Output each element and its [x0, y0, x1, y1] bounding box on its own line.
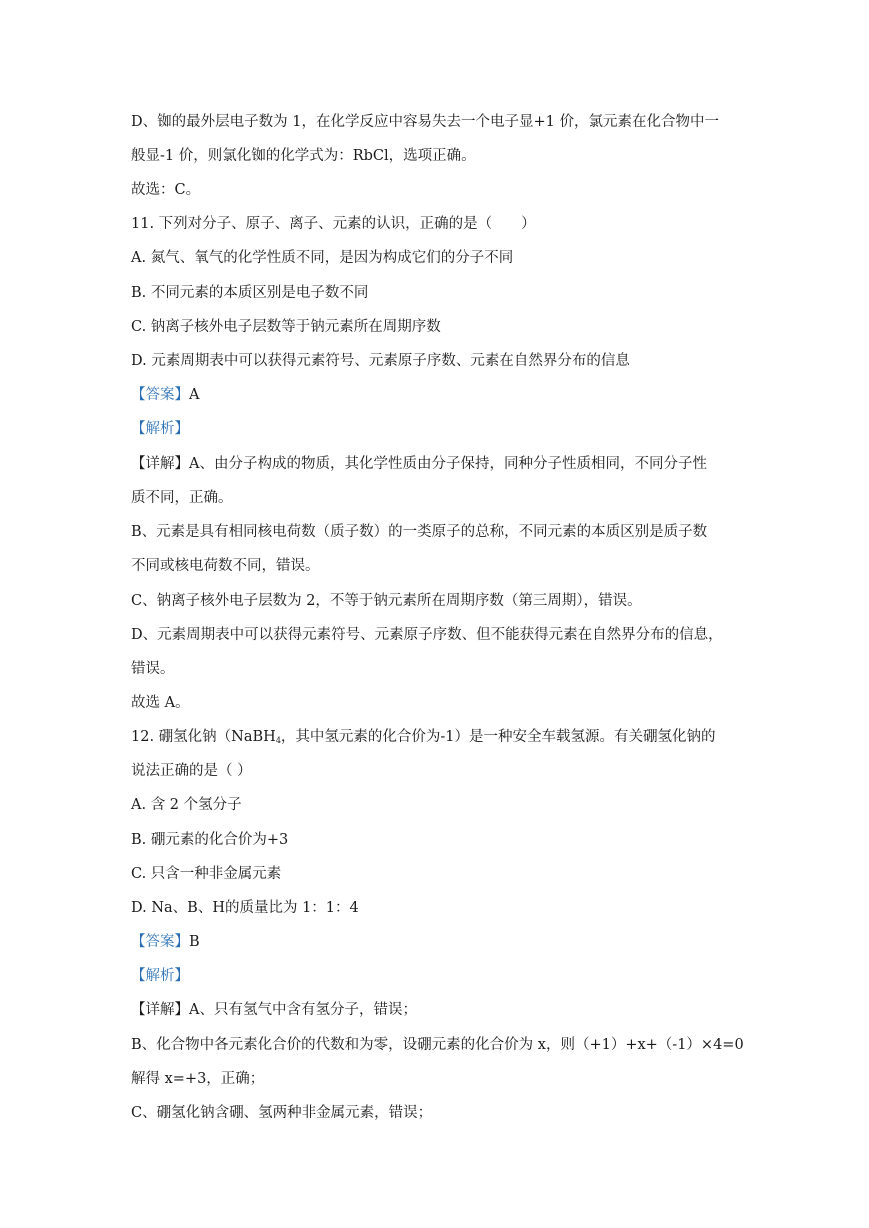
- question-11-option-b: B. 不同元素的本质区别是电子数不同: [131, 285, 369, 301]
- answer-line: [131, 385, 199, 405]
- answer-tag: 【答案】: [131, 387, 189, 403]
- text-line: D、铷的最外层电子数为 1，在化学反应中容易失去一个电子显+1 价，氯元素在化合物中一: [131, 114, 719, 130]
- analysis-tag: [131, 419, 189, 439]
- answer-value: B: [189, 934, 200, 950]
- question-11-stem: 11. 下列对分子、原子、离子、元素的认识，正确的是（ ）: [131, 216, 536, 232]
- answer-line: [131, 932, 200, 952]
- question-11-option-d: D. 元素周期表中可以获得元素符号、元素原子序数、元素在自然界分布的信息: [131, 353, 630, 369]
- analysis-tag: [131, 966, 189, 986]
- answer-value: A: [189, 387, 200, 403]
- text-line: 【详解】A、只有氢气中含有氢分子，错误；: [131, 1002, 417, 1018]
- text-line: C、硼氢化钠含硼、氢两种非金属元素，错误；: [131, 1105, 433, 1121]
- text-line: 说法正确的是（ ）: [131, 763, 252, 779]
- stem-part: ，其中氢元素的化合价为-1）是一种安全车载氢源。有关硼氢化钠的: [280, 729, 716, 745]
- text-line: 故选 A。: [131, 695, 190, 711]
- stem-part: 12. 硼氢化钠（NaBH: [131, 729, 276, 745]
- text-line: 解得 x=+3，正确；: [131, 1071, 265, 1087]
- question-11-option-a: A. 氮气、氧气的化学性质不同，是因为构成它们的分子不同: [131, 250, 514, 266]
- question-12-option-a: A. 含 2 个氢分子: [131, 797, 242, 813]
- text-line: C、钠离子核外电子层数为 2，不等于钠元素所在周期序数（第三周期），错误。: [131, 593, 642, 609]
- analysis-tag-label: 【解析】: [131, 421, 189, 437]
- text-line: 不同或核电荷数不同，错误。: [131, 558, 320, 574]
- text-line: B、元素是具有相同核电荷数（质子数）的一类原子的总称，不同元素的本质区别是质子数: [131, 524, 708, 540]
- text-line: 【详解】A、由分子构成的物质，其化学性质由分子保持，同种分子性质相同，不同分子性: [131, 456, 707, 472]
- answer-tag: 【答案】: [131, 934, 189, 950]
- question-12-stem: [131, 727, 716, 751]
- text-line: D、元素周期表中可以获得元素符号、元素原子序数、但不能获得元素在自然界分布的信息，: [131, 627, 723, 643]
- text-line: 故选：C。: [131, 182, 201, 198]
- text-line: B、化合物中各元素化合价的代数和为零，设硼元素的化合价为 x，则（+1）+x+（-1）×4=0: [131, 1037, 744, 1053]
- question-11-option-c: C. 钠离子核外电子层数等于钠元素所在周期序数: [131, 319, 441, 335]
- subscript: 4: [275, 736, 281, 745]
- question-12-option-c: C. 只含一种非金属元素: [131, 866, 282, 882]
- question-12-option-d: D. Na、B、H的质量比为 1：1：4: [131, 900, 359, 916]
- question-12-option-b: B. 硼元素的化合价为+3: [131, 832, 289, 848]
- text-line: 般显-1 价，则氯化铷的化学式为：RbCl，选项正确。: [131, 148, 476, 164]
- analysis-tag-label: 【解析】: [131, 968, 189, 984]
- text-line: 质不同，正确。: [131, 490, 233, 506]
- text-line: 错误。: [131, 661, 175, 677]
